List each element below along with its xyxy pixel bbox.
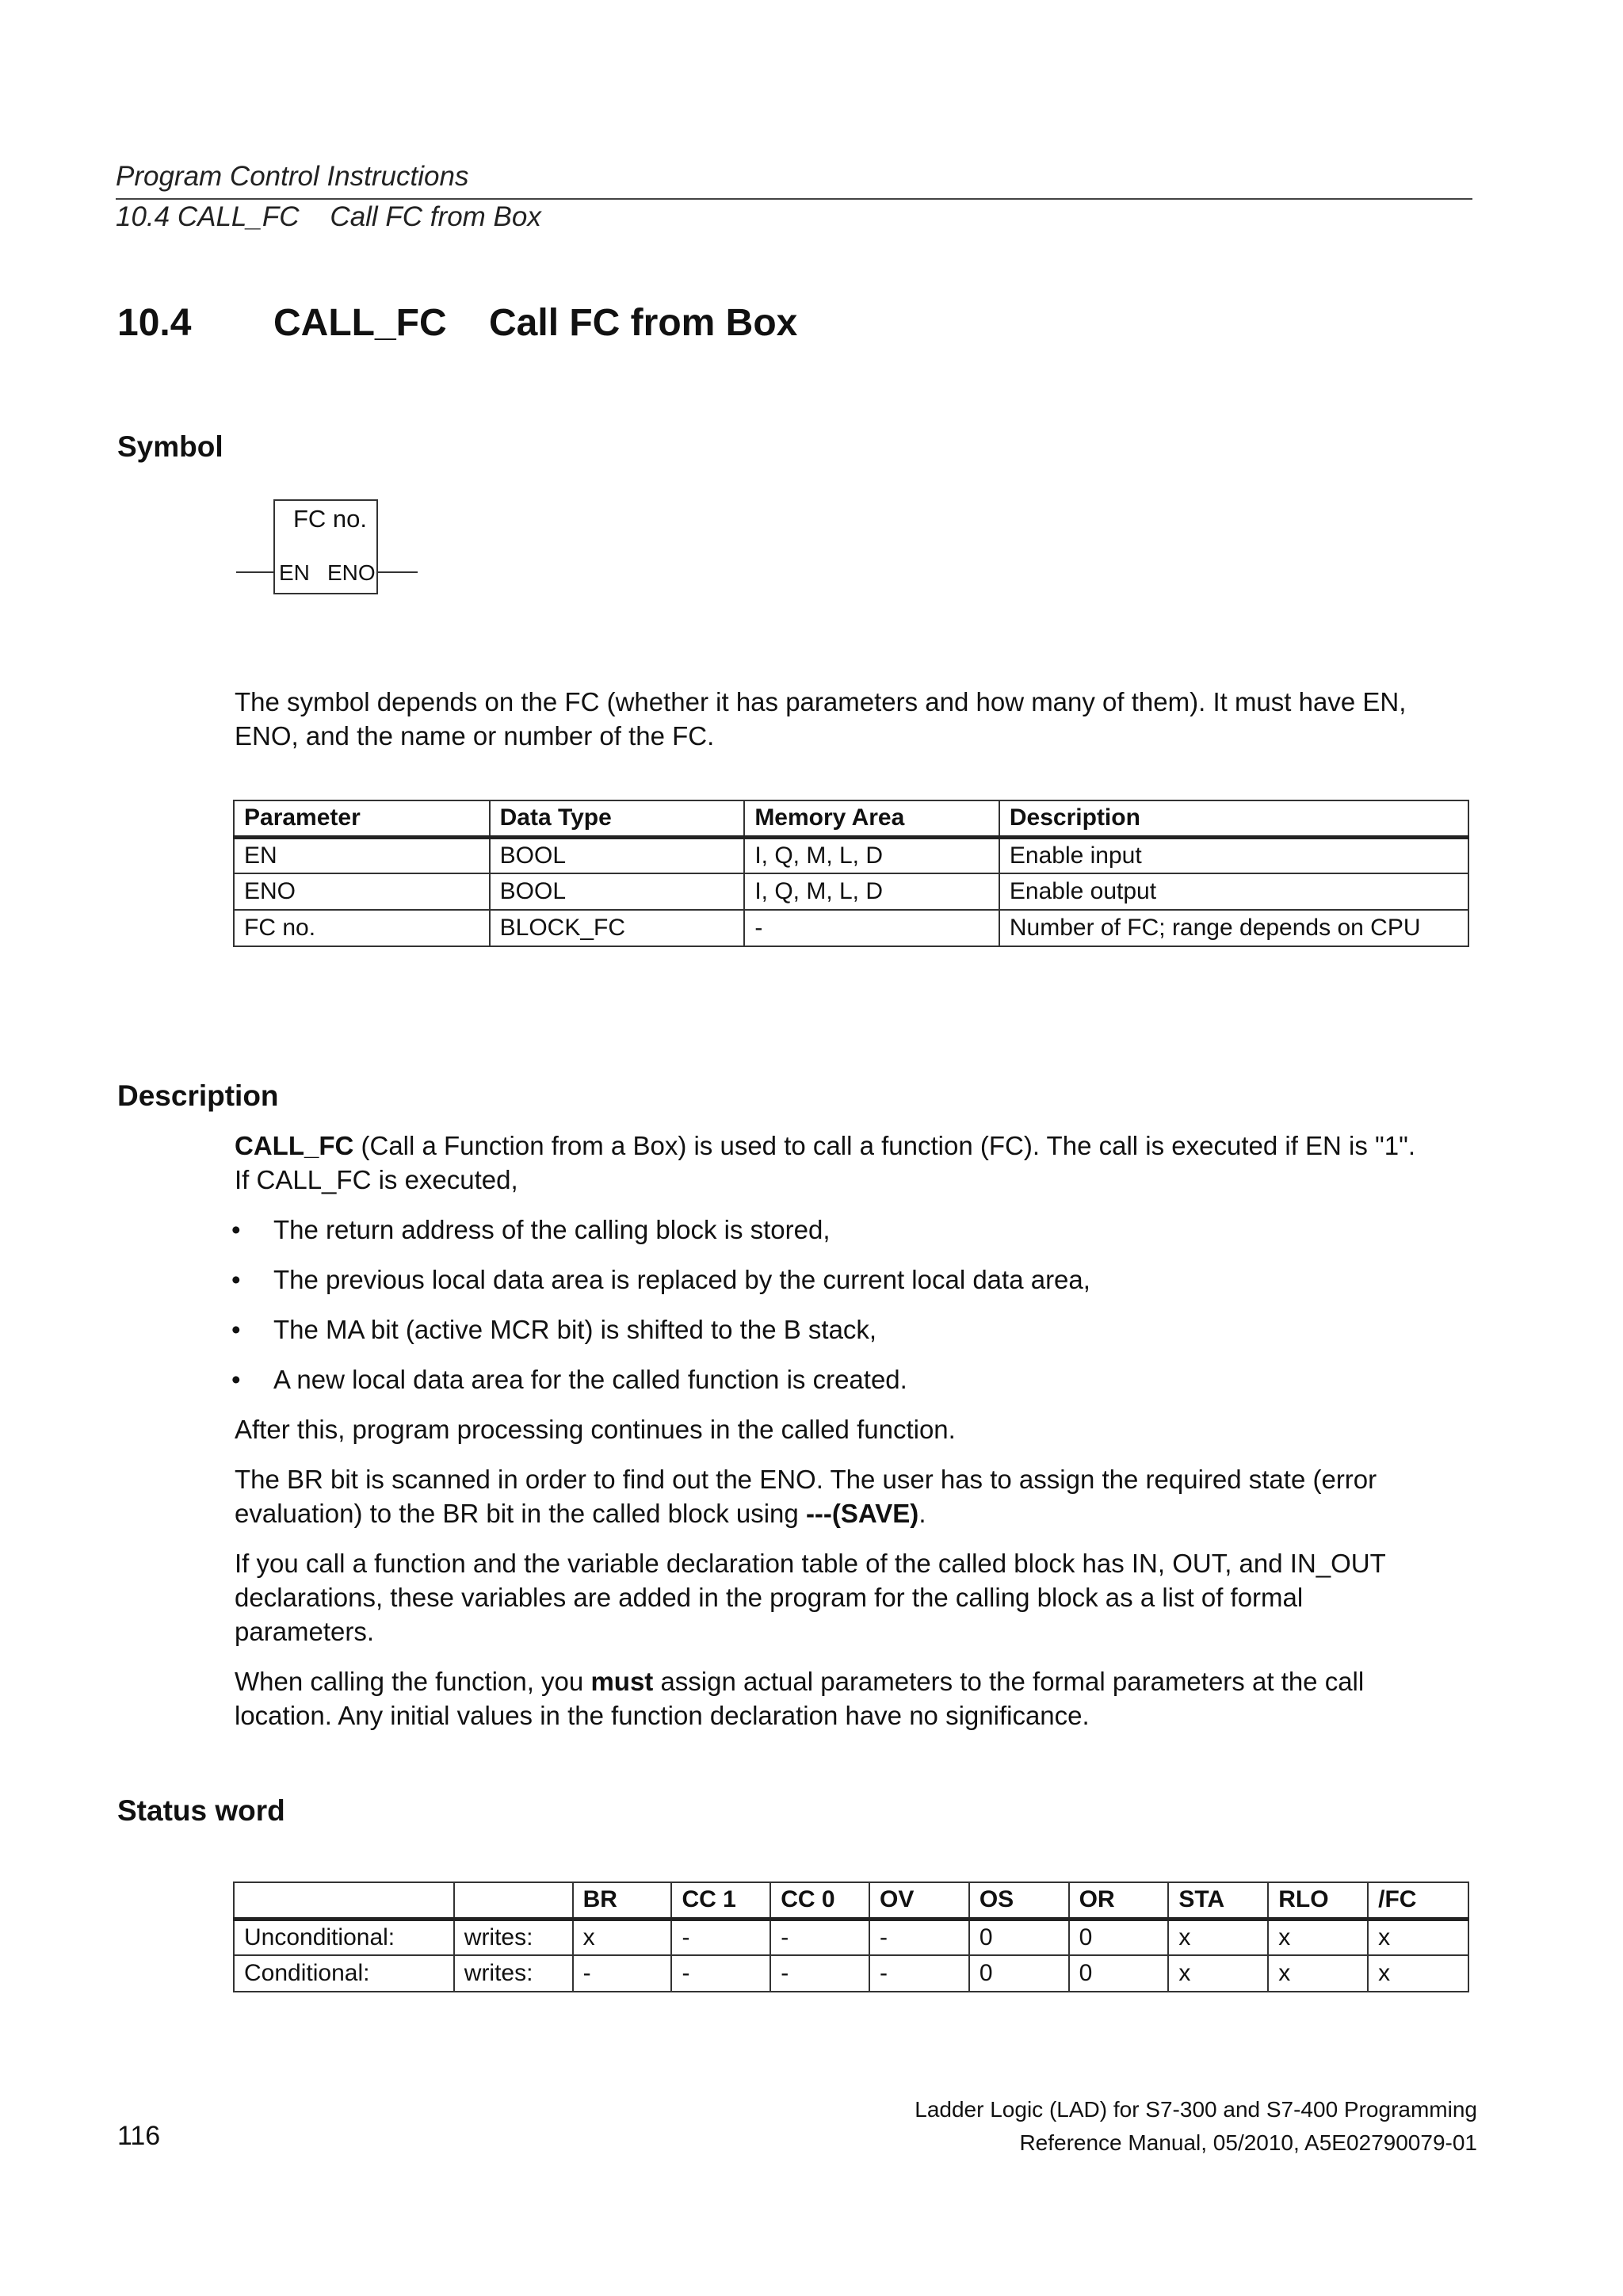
table-cell: I, Q, M, L, D: [744, 837, 999, 873]
table-cell: -: [770, 1955, 869, 1992]
description-p3-line2: [235, 1496, 926, 1530]
table-cell: Conditional:: [234, 1955, 454, 1992]
status-word-heading: Status word: [117, 1794, 285, 1827]
column-header: BR: [573, 1882, 672, 1919]
save-bold: ---(SAVE): [805, 1499, 919, 1528]
table-cell: x: [1168, 1919, 1268, 1955]
table-row: [234, 910, 1468, 946]
p3-end: .: [918, 1499, 926, 1528]
description-p1-line1: [235, 1129, 1415, 1163]
symbol-text-line2: ENO, and the name or number of the FC.: [235, 721, 715, 751]
table-cell: BLOCK_FC: [490, 910, 745, 946]
header-rule: [116, 198, 1472, 200]
table-cell: writes:: [454, 1919, 573, 1955]
status-word-table: [233, 1881, 1469, 1992]
table-row: [234, 1919, 1468, 1955]
column-header: Memory Area: [744, 800, 999, 837]
p1-rest: (Call a Function from a Box) is used to call a function (FC). The call is executed if EN is "1".: [353, 1131, 1416, 1160]
table-cell: -: [573, 1955, 672, 1992]
column-header: Data Type: [490, 800, 745, 837]
table-cell: x: [1268, 1955, 1368, 1992]
fc-box-title: FC no.: [293, 505, 368, 533]
table-cell: -: [671, 1955, 770, 1992]
description-p1-line2: If CALL_FC is executed,: [235, 1165, 518, 1194]
description-p4-line3: parameters.: [235, 1617, 375, 1646]
symbol-heading: Symbol: [117, 430, 223, 463]
p5-text: When calling the function, you: [235, 1667, 591, 1696]
description-heading: Description: [117, 1079, 279, 1112]
description-p2: After this, program processing continues in the called function.: [235, 1415, 956, 1444]
description-p5-line1: [235, 1664, 1364, 1698]
running-header-section: Program Control Instructions: [116, 161, 469, 192]
description-p3-line1: The BR bit is scanned in order to find out the ENO. The user has to assign the required state (error: [235, 1465, 1377, 1494]
symbol-text-line1: The symbol depends on the FC (whether it has parameters and how many of them). It must have EN,: [235, 687, 1407, 716]
must-bold: must: [590, 1667, 654, 1696]
table-cell: I, Q, M, L, D: [744, 873, 999, 910]
bullet-item: The MA bit (active MCR bit) is shifted to the B stack,: [273, 1315, 877, 1344]
column-header: [234, 1882, 454, 1919]
bullet-item: A new local data area for the called function is created.: [273, 1365, 907, 1394]
column-header: /FC: [1368, 1882, 1468, 1919]
eno-wire: [378, 571, 418, 573]
column-header: RLO: [1268, 1882, 1368, 1919]
column-header: CC 1: [671, 1882, 770, 1919]
table-cell: BOOL: [490, 873, 745, 910]
table-cell: x: [573, 1919, 672, 1955]
table-row: [234, 1955, 1468, 1992]
table-cell: Enable output: [999, 873, 1468, 910]
column-header: OV: [869, 1882, 969, 1919]
running-header-subsection: 10.4 CALL_FC Call FC from Box: [116, 201, 541, 232]
table-cell: BOOL: [490, 837, 745, 873]
table-cell: FC no.: [234, 910, 490, 946]
table-cell: ENO: [234, 873, 490, 910]
page-number: 116: [117, 2121, 161, 2151]
column-header: [454, 1882, 573, 1919]
table-cell: 0: [969, 1955, 1069, 1992]
column-header: OS: [969, 1882, 1069, 1919]
column-header: Parameter: [234, 800, 490, 837]
table-cell: writes:: [454, 1955, 573, 1992]
status-table-header: [234, 1882, 1468, 1919]
table-cell: x: [1168, 1955, 1268, 1992]
bullet-item: The return address of the calling block is stored,: [273, 1215, 831, 1244]
table-cell: -: [770, 1919, 869, 1955]
bullet-icon: •: [231, 1215, 241, 1244]
table-cell: Unconditional:: [234, 1919, 454, 1955]
bullet-icon: •: [231, 1265, 241, 1294]
table-cell: x: [1368, 1955, 1468, 1992]
call-fc-bold: CALL_FC: [235, 1131, 354, 1160]
table-row: [234, 873, 1468, 910]
table-cell: EN: [234, 837, 490, 873]
table-cell: 0: [969, 1919, 1069, 1955]
parameter-table-header: [234, 800, 1468, 837]
table-cell: 0: [1069, 1955, 1169, 1992]
table-cell: 0: [1069, 1919, 1169, 1955]
parameter-table: [233, 800, 1469, 947]
description-p5-line2: location. Any initial values in the function declaration have no significance.: [235, 1701, 1090, 1730]
fc-box-eno: ENO: [327, 560, 376, 585]
column-header: STA: [1168, 1882, 1268, 1919]
table-cell: x: [1268, 1919, 1368, 1955]
column-header: CC 0: [770, 1882, 869, 1919]
table-cell: -: [869, 1955, 969, 1992]
table-cell: -: [671, 1919, 770, 1955]
table-cell: Number of FC; range depends on CPU: [999, 910, 1468, 946]
table-cell: Enable input: [999, 837, 1468, 873]
description-p4-line1: If you call a function and the variable declaration table of the called block has IN, OUT, and IN_OUT: [235, 1549, 1386, 1578]
fc-box-en: EN: [279, 560, 310, 585]
bullet-item: The previous local data area is replaced by the current local data area,: [273, 1265, 1090, 1294]
p5-rest: assign actual parameters to the formal parameters at the call: [653, 1667, 1365, 1696]
description-p4-line2: declarations, these variables are added in the program for the calling block as a list of formal: [235, 1583, 1304, 1612]
bullet-icon: •: [231, 1315, 241, 1344]
table-cell: x: [1368, 1919, 1468, 1955]
footer-line1: Ladder Logic (LAD) for S7-300 and S7-400 Programming: [915, 2097, 1477, 2122]
bullet-icon: •: [231, 1365, 241, 1394]
section-number: 10.4: [117, 302, 192, 344]
en-wire: [236, 571, 273, 573]
table-row: [234, 837, 1468, 873]
p3-text: evaluation) to the BR bit in the called block using: [235, 1499, 806, 1528]
footer-line2: Reference Manual, 05/2010, A5E02790079-01: [1019, 2130, 1477, 2155]
table-cell: -: [744, 910, 999, 946]
page-title: CALL_FC Call FC from Box: [273, 302, 798, 344]
column-header: OR: [1069, 1882, 1169, 1919]
column-header: Description: [999, 800, 1468, 837]
table-cell: -: [869, 1919, 969, 1955]
